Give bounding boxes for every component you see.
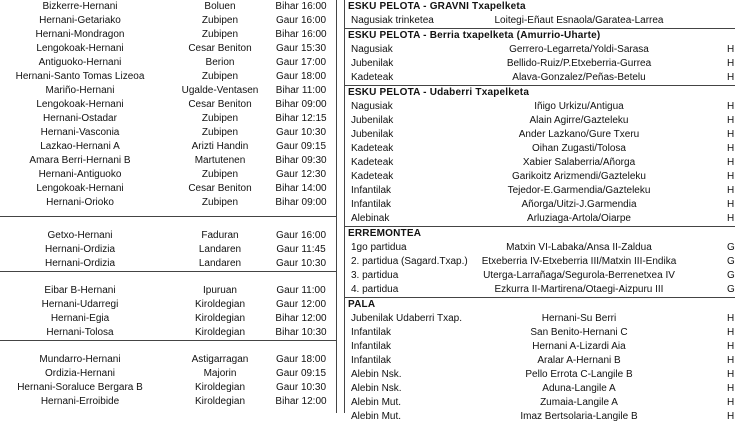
fixture-time: Bihar 16:00 [275, 29, 327, 40]
fixture-time: Gaur 11:45 [276, 244, 326, 255]
fixture-row [0, 298, 336, 312]
pelota-row [345, 340, 735, 354]
fixture-venue: Zubipen [201, 15, 239, 26]
pelota-row [345, 43, 735, 57]
fixture-venue: Zubipen [201, 197, 239, 208]
row-category: Infantilak [351, 185, 392, 196]
row-category: Alebin Nsk. [351, 369, 402, 380]
fixture-row [0, 140, 336, 154]
pelota-row [345, 410, 735, 424]
fixture-venue: Zubipen [201, 29, 239, 40]
row-trail-text: H [727, 355, 735, 366]
fixture-row [0, 168, 336, 182]
fixture-venue: Kiroldegian [194, 327, 246, 338]
fixture-teams: Bizkerre-Hernani [42, 1, 118, 12]
fixture-teams: Hernani-Ordizia [44, 258, 116, 269]
fixture-row [0, 367, 336, 381]
fixture-row [0, 381, 336, 395]
row-teams: Alain Agirre/Gazteleku [529, 115, 629, 126]
fixture-time: Gaur 18:00 [275, 71, 327, 82]
row-teams: Zumaia-Langile A [540, 397, 618, 408]
fixture-teams: Antiguoko-Hernani [38, 57, 122, 68]
row-teams: Xabier Salaberria/Añorga [522, 157, 636, 168]
fixture-time: Gaur 16:00 [275, 230, 327, 241]
row-teams: Arluziaga-Artola/Oiarpe [527, 213, 631, 224]
section-title: ESKU PELOTA - Berria txapelketa (Amurrio-Uharte) [345, 28, 735, 43]
row-trail-text: H [727, 171, 735, 182]
pelota-schedule [344, 0, 735, 422]
row-trail-text: H [727, 369, 735, 380]
row-teams: Pello Errota C-Langile B [525, 369, 633, 380]
fixture-row [0, 14, 336, 28]
pelota-row [345, 354, 735, 368]
pelota-row [345, 326, 735, 340]
row-teams: Hernani-Su Berri [541, 313, 617, 324]
fixture-time: Bihar 10:30 [275, 327, 327, 338]
fixture-teams: Mariño-Hernani [45, 85, 115, 96]
section-title: PALA [345, 297, 735, 312]
fixture-time: Bihar 09:30 [275, 155, 327, 166]
row-trail-text: H [727, 44, 735, 55]
fixture-row [0, 257, 336, 271]
row-category: 2. partidua (Sagard.Txap.) [351, 256, 468, 267]
row-trail-text: H [727, 185, 735, 196]
row-category: 1go partidua [351, 242, 407, 253]
fixture-row [0, 28, 336, 42]
pelota-row [345, 396, 735, 410]
fixture-teams: Hernani-Ordizia [44, 244, 116, 255]
fixture-venue: Astigarragan [191, 354, 249, 365]
fixture-venue: Landaren [198, 244, 242, 255]
fixture-teams: Getxo-Hernani [47, 230, 113, 241]
fixture-time: Bihar 12:15 [275, 113, 327, 124]
fixture-teams: Hernani-Egia [50, 313, 110, 324]
pelota-row [345, 241, 735, 255]
row-teams: Gerrero-Legarreta/Yoldi-Sarasa [509, 44, 649, 55]
pelota-row [345, 170, 735, 184]
row-trail-text: H [727, 411, 735, 422]
fixture-row [0, 395, 336, 409]
fixture-time: Gaur 17:00 [275, 57, 327, 68]
row-teams: Ander Lazkano/Gure Txeru [518, 129, 640, 140]
fixture-time: Bihar 11:00 [275, 85, 327, 96]
fixture-row [0, 84, 336, 98]
row-teams: Garikoitz Arizmendi/Gazteleku [512, 171, 646, 182]
fixture-time: Gaur 09:15 [275, 141, 327, 152]
fixture-venue: Zubipen [201, 71, 239, 82]
fixture-row [0, 196, 336, 210]
pelota-row [345, 382, 735, 396]
row-category: Jubenilak [351, 129, 394, 140]
row-category: Nagusiak trinketea [351, 15, 434, 26]
fixture-time: Gaur 18:00 [275, 354, 327, 365]
row-category: Jubenilak [351, 115, 394, 126]
row-trail-text: G [727, 242, 735, 253]
pelota-row [345, 312, 735, 326]
section-title: ESKU PELOTA - GRAVNI Txapelketa [348, 1, 526, 12]
fixture-row [0, 312, 336, 326]
pelota-row [345, 184, 735, 198]
fixture-time: Bihar 12:00 [275, 396, 327, 407]
row-trail-text: H [727, 341, 735, 352]
fixture-teams: Mundarro-Hernani [39, 354, 121, 365]
fixture-row [0, 56, 336, 70]
fixture-venue: Kiroldegian [194, 382, 246, 393]
row-teams: Matxin VI-Labaka/Ansa II-Zaldua [506, 242, 652, 253]
row-teams: Bellido-Ruiz/P.Etxeberria-Gurrea [506, 58, 652, 69]
pelota-row [345, 128, 735, 142]
pelota-row [345, 368, 735, 382]
fixture-teams: Hernani-Antiguoko [38, 169, 122, 180]
row-category: Kadeteak [351, 171, 394, 182]
row-trail-text: H [727, 115, 735, 126]
fixture-time: Gaur 10:30 [275, 258, 327, 269]
fixture-teams: Lengokoak-Hernani [36, 183, 124, 194]
fixture-venue: Kiroldegian [194, 299, 246, 310]
fixture-venue: Arizti Handin [191, 141, 249, 152]
fixture-teams: Hernani-Udarregi [41, 299, 119, 310]
fixture-row [0, 112, 336, 126]
fixture-row [0, 229, 336, 243]
fixture-teams: Lengokoak-Hernani [36, 43, 124, 54]
row-trail-text: H [727, 129, 735, 140]
group-separator [0, 271, 336, 284]
row-category: Kadeteak [351, 157, 394, 168]
row-category: Infantilak [351, 341, 392, 352]
row-category: Nagusiak [351, 44, 393, 55]
section-title: ERREMONTEA [345, 226, 735, 241]
section-title: ESKU PELOTA - Udaberri Txapelketa [345, 85, 735, 100]
row-category: Kadeteak [351, 72, 394, 83]
row-trail-text: H [727, 313, 735, 324]
fixture-teams: Eibar B-Hernani [44, 285, 116, 296]
fixture-row [0, 126, 336, 140]
row-trail-text: H [727, 383, 735, 394]
pelota-row [345, 142, 735, 156]
fixture-time: Bihar 09:00 [275, 99, 327, 110]
row-category: Alebin Mut. [351, 411, 402, 422]
row-category: 4. partidua [351, 284, 399, 295]
fixture-teams: Hernani-Vasconia [40, 127, 120, 138]
fixture-venue: Faduran [201, 230, 239, 241]
fixture-teams: Hernani-Erroibide [40, 396, 120, 407]
group-separator [0, 216, 336, 229]
fixture-row [0, 353, 336, 367]
pelota-row [345, 198, 735, 212]
fixture-teams: Lengokoak-Hernani [36, 99, 124, 110]
fixture-time: Bihar 12:00 [275, 313, 327, 324]
fixture-row [0, 98, 336, 112]
row-trail-text: H [727, 58, 735, 69]
row-trail-text: G [727, 284, 735, 295]
fixture-teams: Hernani-Soraluce Bergara B [17, 382, 143, 393]
fixture-time: Gaur 16:00 [275, 15, 327, 26]
row-teams: Loitegi-Eñaut Esnaola/Garatea-Larrea [494, 15, 664, 26]
pelota-row [345, 57, 735, 71]
row-trail-text: H [727, 157, 735, 168]
fixture-row [0, 284, 336, 298]
row-category: Alebinak [351, 213, 390, 224]
row-category: Jubenilak Udaberri Txap. [351, 313, 462, 324]
fixture-venue: Zubipen [201, 169, 239, 180]
fixture-time: Bihar 14:00 [275, 183, 327, 194]
fixture-time: Gaur 12:00 [275, 299, 327, 310]
fixture-time: Gaur 10:30 [275, 127, 327, 138]
fixture-venue: Boluen [204, 1, 236, 12]
fixture-teams: Hernani-Ostadar [43, 113, 117, 124]
fixture-venue: Cesar Beniton [188, 43, 252, 54]
row-category: Jubenilak [351, 58, 394, 69]
row-teams: Añorga/Uitzi-J.Garmendia [521, 199, 637, 210]
fixture-venue: Majorin [203, 368, 237, 379]
fixture-venue: Ipuruan [203, 285, 237, 296]
row-teams: Aralar A-Hernani B [537, 355, 621, 366]
fixture-time: Gaur 15:30 [275, 43, 327, 54]
row-teams: Iñigo Urkizu/Antigua [534, 101, 624, 112]
row-teams: Oihan Zugasti/Tolosa [532, 143, 626, 154]
fixture-row [0, 326, 336, 340]
fixture-venue: Berion [205, 57, 235, 68]
row-trail-text: H [727, 101, 735, 112]
fixture-row [0, 0, 336, 14]
row-trail-text: G [727, 270, 735, 281]
row-teams: Imaz Bertsolaria-Langile B [520, 411, 638, 422]
fixture-teams: Amara Berri-Hernani B [29, 155, 131, 166]
pelota-row [345, 114, 735, 128]
fixture-teams: Lazkao-Hernani A [40, 141, 120, 152]
fixture-teams: Hernani-Tolosa [46, 327, 114, 338]
fixture-teams: Hernani-Orioko [46, 197, 114, 208]
row-teams: Tejedor-E.Garmendia/Gazteleku [507, 185, 651, 196]
row-category: Infantilak [351, 327, 392, 338]
pelota-row [345, 283, 735, 297]
row-trail-text: H [727, 72, 735, 83]
row-category: 3. partidua [351, 270, 399, 281]
row-category: Alebin Nsk. [351, 383, 402, 394]
fixture-row [0, 42, 336, 56]
pelota-row [345, 71, 735, 85]
row-teams: San Benito-Hernani C [530, 327, 628, 338]
fixture-row [0, 243, 336, 257]
fixture-row [0, 154, 336, 168]
fixture-teams: Hernani-Getariako [39, 15, 121, 26]
row-trail-text: H [727, 327, 735, 338]
pelota-row [345, 156, 735, 170]
row-category: Infantilak [351, 199, 392, 210]
fixture-teams: Hernani-Mondragon [35, 29, 125, 40]
row-trail-text: H [727, 199, 735, 210]
fixture-time: Gaur 11:00 [276, 285, 326, 296]
local-match-schedule [0, 0, 337, 413]
row-trail-text: H [727, 143, 735, 154]
fixture-time: Gaur 09:15 [275, 368, 327, 379]
fixture-venue: Landaren [198, 258, 242, 269]
fixture-time: Gaur 10:30 [275, 382, 327, 393]
pelota-row [345, 100, 735, 114]
row-category: Nagusiak [351, 101, 393, 112]
fixture-teams: Ordizia-Hernani [44, 368, 116, 379]
row-teams: Uterga-Larrañaga/Segurola-Berrenetxea IV [483, 270, 675, 281]
fixture-row [0, 182, 336, 196]
pelota-row [345, 255, 735, 269]
fixture-time: Gaur 12:30 [275, 169, 327, 180]
group-separator [0, 340, 336, 353]
fixture-venue: Ugalde-Ventasen [181, 85, 259, 96]
fixture-teams: Hernani-Santo Tomas Lizeoa [15, 71, 145, 82]
pelota-row [345, 14, 735, 28]
fixture-venue: Cesar Beniton [188, 183, 252, 194]
row-trail-text: G [727, 256, 735, 267]
fixture-time: Bihar 09:00 [275, 197, 327, 208]
pelota-row [345, 269, 735, 283]
row-teams: Etxeberria IV-Etxeberria III/Matxin III-Endika [481, 256, 677, 267]
fixture-venue: Zubipen [201, 127, 239, 138]
row-trail-text: H [727, 397, 735, 408]
fixture-venue: Kiroldegian [194, 396, 246, 407]
row-teams: Hernani A-Lizardi Aia [532, 341, 626, 352]
row-teams: Alava-Gonzalez/Peñas-Betelu [512, 72, 646, 83]
row-category: Infantilak [351, 355, 392, 366]
fixture-venue: Cesar Beniton [188, 99, 252, 110]
row-category: Alebin Mut. [351, 397, 402, 408]
fixture-venue: Kiroldegian [194, 313, 246, 324]
row-teams: Ezkurra II-Martirena/Otaegi-Aizpuru III [494, 284, 664, 295]
row-category: Kadeteak [351, 143, 394, 154]
row-trail-text: H [727, 213, 735, 224]
pelota-row [345, 212, 735, 226]
fixture-row [0, 70, 336, 84]
fixture-venue: Zubipen [201, 113, 239, 124]
fixture-venue: Martutenen [194, 155, 246, 166]
row-teams: Aduna-Langile A [542, 383, 616, 394]
fixture-time: Bihar 16:00 [275, 1, 327, 12]
